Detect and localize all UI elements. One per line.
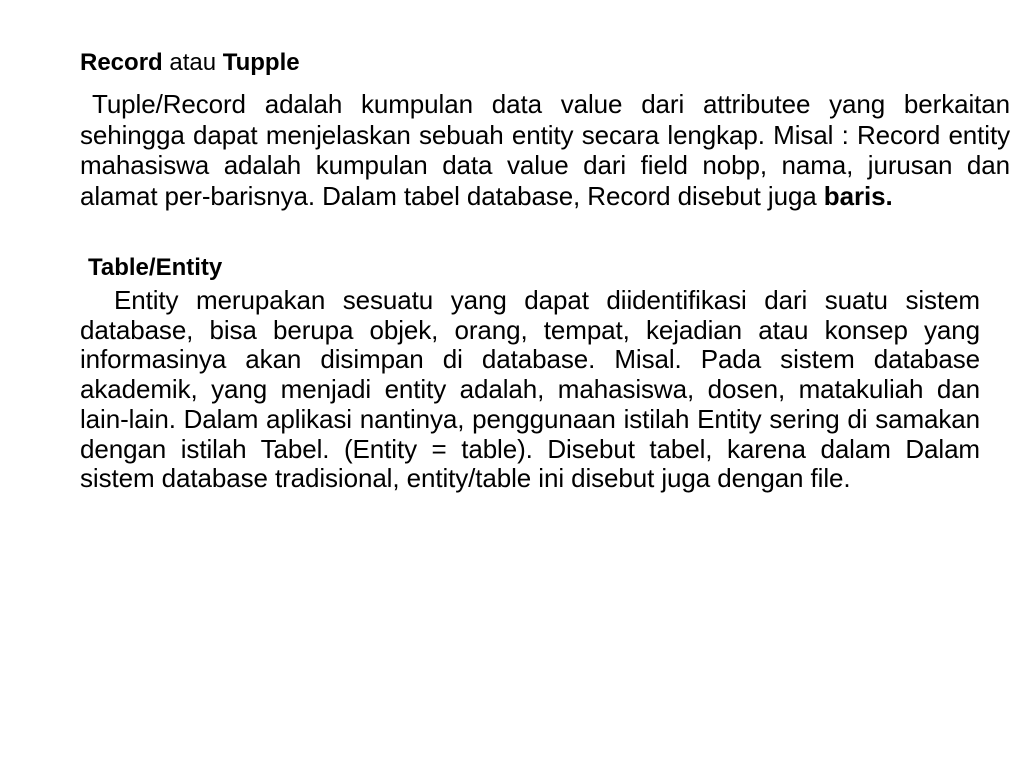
table-entity-heading-term: Table/Entity — [88, 254, 223, 281]
record-paragraph-text: Tuple/Record adalah kumpulan data value dari attributee yang berkaitan sehingga dapat menjelaskan sebuah entity secara lengkap. Misal : Record entity mahasiswa adalah kumpulan data value dari field nobp, nama, jurusan dan alamat per-barisnya. Dalam tabel database, Record disebut juga — [80, 89, 1010, 211]
table-entity-heading — [88, 253, 222, 283]
record-heading-term: Record — [80, 49, 163, 76]
record-paragraph-bold-term: baris. — [823, 180, 893, 211]
entity-paragraph-text: Entity merupakan sesuatu yang dapat diidentifikasi dari suatu sistem database, bisa berupa objek, orang, tempat, kejadian atau konsep yang informasinya akan disimpan di database. Misal. Pada sistem database akademik, yang menjadi entity adalah, mahasiswa, dosen, matakuliah dan lain-lain. Dalam aplikasi nantinya, penggunaan istilah Entity sering di samakan dengan istilah Tabel. (Entity = table). Disebut tabel, karena dalam Dalam sistem database tradisional, entity/table ini disebut juga dengan file. — [80, 285, 980, 494]
entity-paragraph — [80, 286, 980, 494]
record-paragraph — [80, 89, 1010, 211]
record-heading-term-2: Tupple — [222, 49, 300, 76]
record-heading — [80, 48, 300, 78]
record-heading-connector: atau — [162, 49, 223, 76]
